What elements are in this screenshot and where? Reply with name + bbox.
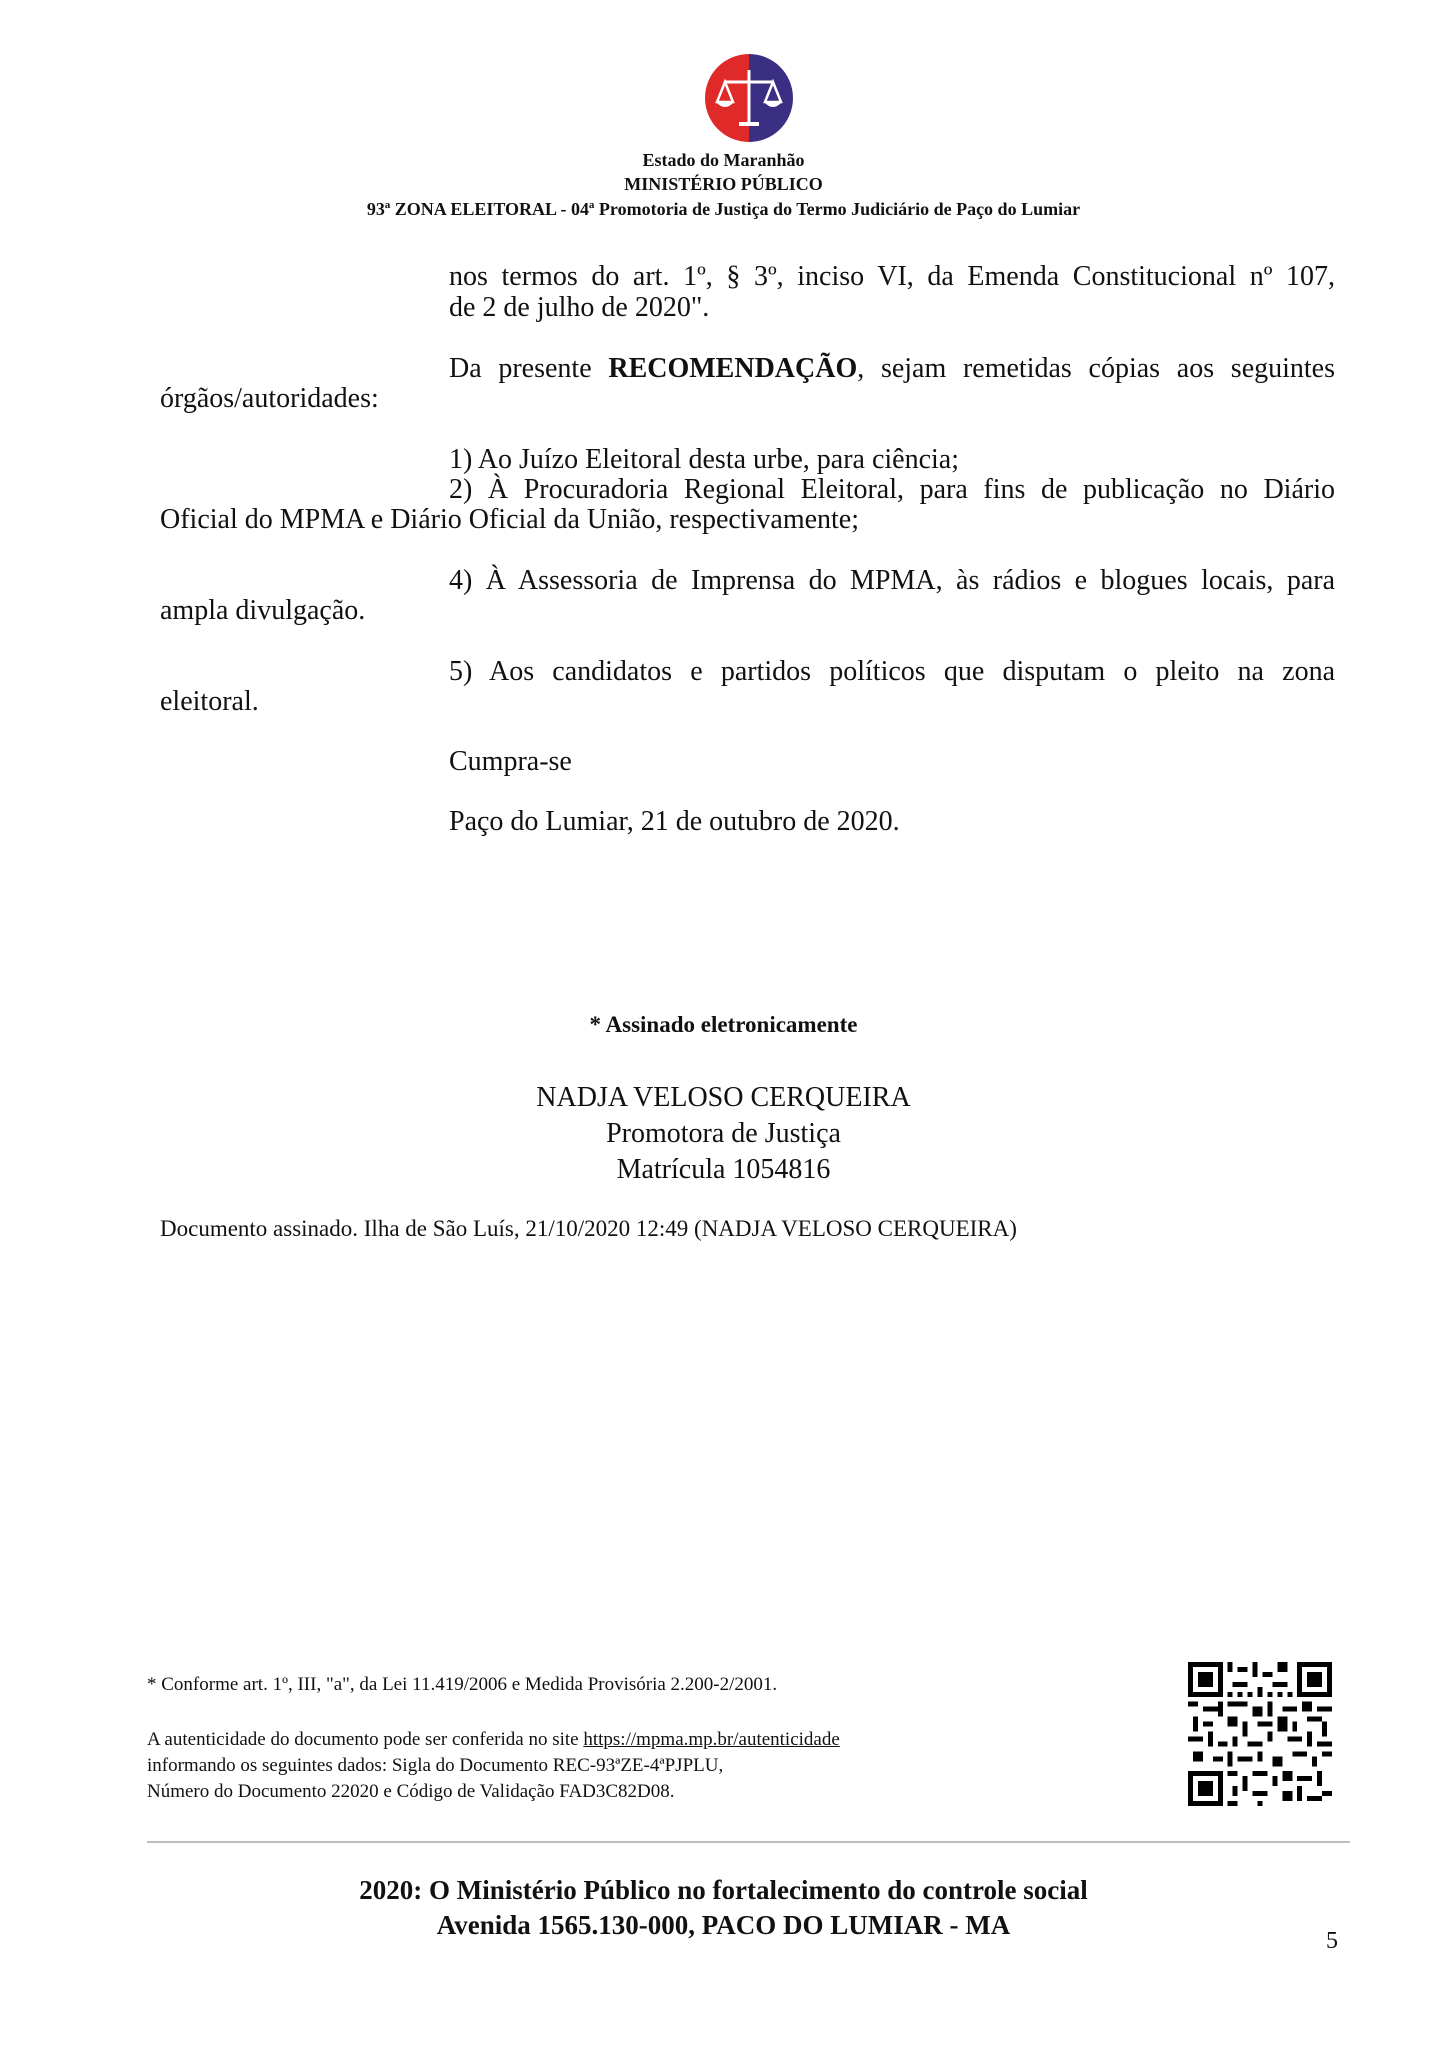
recommendation-paragraph-line-2: órgãos/autoridades: xyxy=(160,383,379,414)
page-number: 5 xyxy=(1326,1928,1338,1954)
signer-registration: Matrícula 1054816 xyxy=(616,1154,831,1185)
footer-address: Avenida 1565.130-000, PACO DO LUMIAR - MA xyxy=(436,1910,1011,1940)
footer-motto: 2020: O Ministério Público no fortalecimento do controle social xyxy=(359,1875,1088,1905)
item-5-line-1: 5) Aos candidatos e partidos políticos que disputam o pleito na zona xyxy=(449,656,1335,687)
recommendation-prefix: Da presente xyxy=(449,353,592,384)
item-2-line-1: 2) À Procuradoria Regional Eleitoral, para fins de publicação no Diário xyxy=(449,474,1335,505)
signer-name: NADJA VELOSO CERQUEIRA xyxy=(536,1082,911,1113)
legal-basis-footnote: * Conforme art. 1º, III, "a", da Lei 11.419/2006 e Medida Provisória 2.200-2/2001. xyxy=(147,1674,778,1695)
continuation-line-1: nos termos do art. 1º, § 3º, inciso VI, da Emenda Constitucional nº 107, xyxy=(449,261,1335,292)
item-5-line-2: eleitoral. xyxy=(160,686,259,717)
header-state: Estado do Maranhão xyxy=(642,150,805,170)
authenticity-line-1 xyxy=(147,1727,840,1753)
mpma-logo-icon xyxy=(703,52,795,144)
item-4-line-2: ampla divulgação. xyxy=(160,595,366,626)
authenticity-prefix: A autenticidade do documento pode ser conferida no site xyxy=(147,1729,579,1750)
recommendation-suffix: , sejam remetidas cópias aos seguintes xyxy=(857,353,1336,384)
item-1: 1) Ao Juízo Eleitoral desta urbe, para ciência; xyxy=(449,444,960,475)
qr-code-icon xyxy=(1188,1662,1332,1806)
authenticity-line-2: informando os seguintes dados: Sigla do Documento REC-93ªZE-4ªPJPLU, xyxy=(147,1755,724,1776)
authenticity-line-3: Número do Documento 22020 e Código de Validação FAD3C82D08. xyxy=(147,1781,675,1802)
header-organization: MINISTÉRIO PÚBLICO xyxy=(624,174,823,194)
signer-role: Promotora de Justiça xyxy=(606,1118,841,1149)
item-4-line-1: 4) À Assessoria de Imprensa do MPMA, às rádios e blogues locais, para xyxy=(449,565,1335,596)
header-unit: 93ª ZONA ELEITORAL - 04ª Promotoria de Justiça do Termo Judiciário de Paço do Lumiar xyxy=(366,199,1081,219)
electronic-signature-note: * Assinado eletronicamente xyxy=(589,1012,858,1037)
recommendation-paragraph-line-1 xyxy=(449,353,1335,384)
footer-divider xyxy=(147,1841,1350,1843)
document-signed-line: Documento assinado. Ilha de São Luís, 21/10/2020 12:49 (NADJA VELOSO CERQUEIRA) xyxy=(160,1216,1017,1241)
place-and-date: Paço do Lumiar, 21 de outubro de 2020. xyxy=(449,806,900,837)
continuation-line-2: de 2 de julho de 2020". xyxy=(449,292,710,323)
item-2-line-2: Oficial do MPMA e Diário Oficial da União, respectivamente; xyxy=(160,504,860,535)
closing-cumpra-se: Cumpra-se xyxy=(449,746,572,777)
recommendation-keyword: RECOMENDAÇÃO xyxy=(608,353,858,384)
authenticity-link[interactable]: https://mpma.mp.br/autenticidade xyxy=(583,1729,840,1750)
